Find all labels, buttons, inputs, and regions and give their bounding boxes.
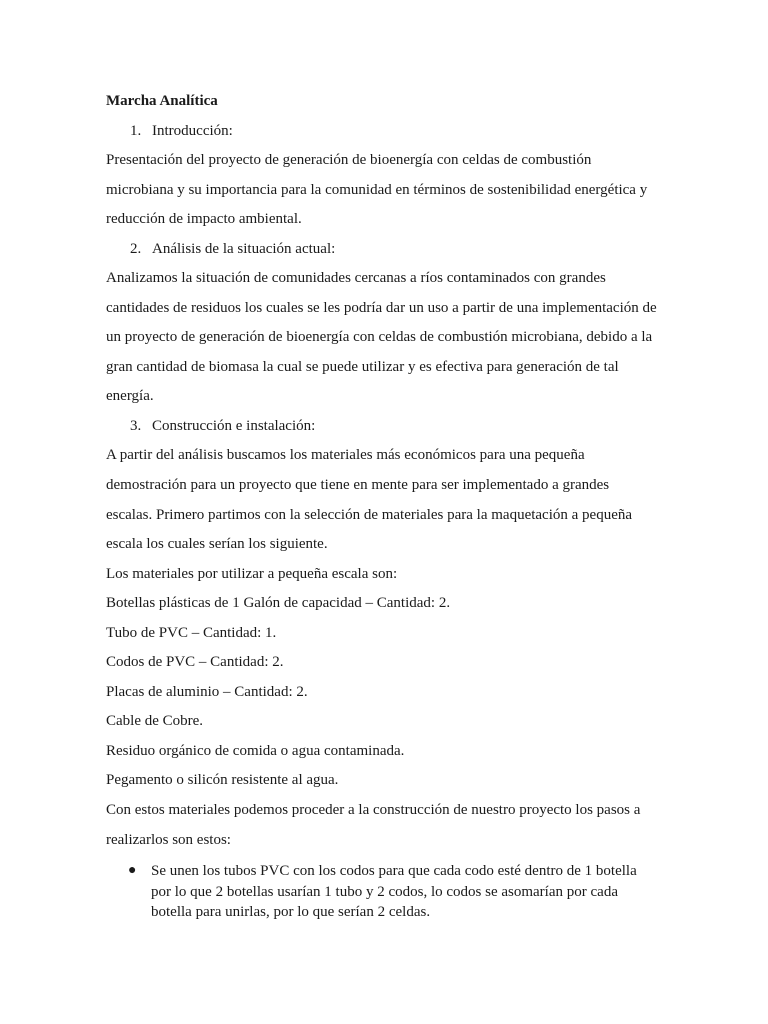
step-line: Se unen los tubos PVC con los codos para que cada codo esté dentro de 1 botella (151, 863, 637, 879)
material-item: Botellas plásticas de 1 Galón de capacidad – Cantidad: 2. (106, 595, 451, 611)
section-3-number: 3. (130, 418, 142, 434)
section-1-number: 1. (130, 123, 142, 139)
steps-intro-line: Con estos materiales podemos proceder a la construcción de nuestro proyecto los pasos a (106, 802, 641, 818)
material-item: Tubo de PVC – Cantidad: 1. (106, 625, 277, 641)
paragraph-line: gran cantidad de biomasa la cual se puede utilizar y es efectiva para generación de tal (106, 359, 619, 375)
section-1-heading: Introducción: (152, 123, 233, 139)
paragraph-line: Analizamos la situación de comunidades cercanas a ríos contaminados con grandes (106, 270, 606, 286)
material-item: Codos de PVC – Cantidad: 2. (106, 654, 284, 670)
paragraph-line: energía. (106, 388, 154, 404)
document-title: Marcha Analítica (106, 93, 218, 109)
step-line: por lo que 2 botellas usarían 1 tubo y 2 codos, lo codos se asomarían por cada (151, 884, 618, 900)
paragraph-line: cantidades de residuos los cuales se les podría dar un uso a partir de una implementación de (106, 300, 657, 316)
section-3-heading: Construcción e instalación: (152, 418, 316, 434)
paragraph-line: escala los cuales serían los siguiente. (106, 536, 328, 552)
paragraph-line: demostración para un proyecto que tiene en mente para ser implementado a grandes (106, 477, 610, 493)
paragraph-line: un proyecto de generación de bioenergía con celdas de combustión microbiana, debido a la (106, 329, 653, 345)
paragraph-line: A partir del análisis buscamos los materiales más económicos para una pequeña (106, 447, 585, 463)
materials-intro: Los materiales por utilizar a pequeña escala son: (106, 566, 398, 582)
material-item: Residuo orgánico de comida o agua contaminada. (106, 743, 405, 759)
material-item: Cable de Cobre. (106, 713, 204, 729)
step-line: botella para unirlas, por lo que serían 2 celdas. (151, 904, 431, 920)
steps-intro-line: realizarlos son estos: (106, 832, 231, 848)
paragraph-line: reducción de impacto ambiental. (106, 211, 302, 227)
paragraph-line: microbiana y su importancia para la comunidad en términos de sostenibilidad energética y (106, 182, 648, 198)
paragraph-line: Presentación del proyecto de generación de bioenergía con celdas de combustión (106, 152, 592, 168)
material-item: Pegamento o silicón resistente al agua. (106, 772, 339, 788)
section-2-heading: Análisis de la situación actual: (152, 241, 336, 257)
material-item: Placas de aluminio – Cantidad: 2. (106, 684, 308, 700)
section-2-number: 2. (130, 241, 142, 257)
paragraph-line: escalas. Primero partimos con la selección de materiales para la maquetación a pequeña (106, 507, 633, 523)
bullet-icon: ● (128, 863, 137, 878)
